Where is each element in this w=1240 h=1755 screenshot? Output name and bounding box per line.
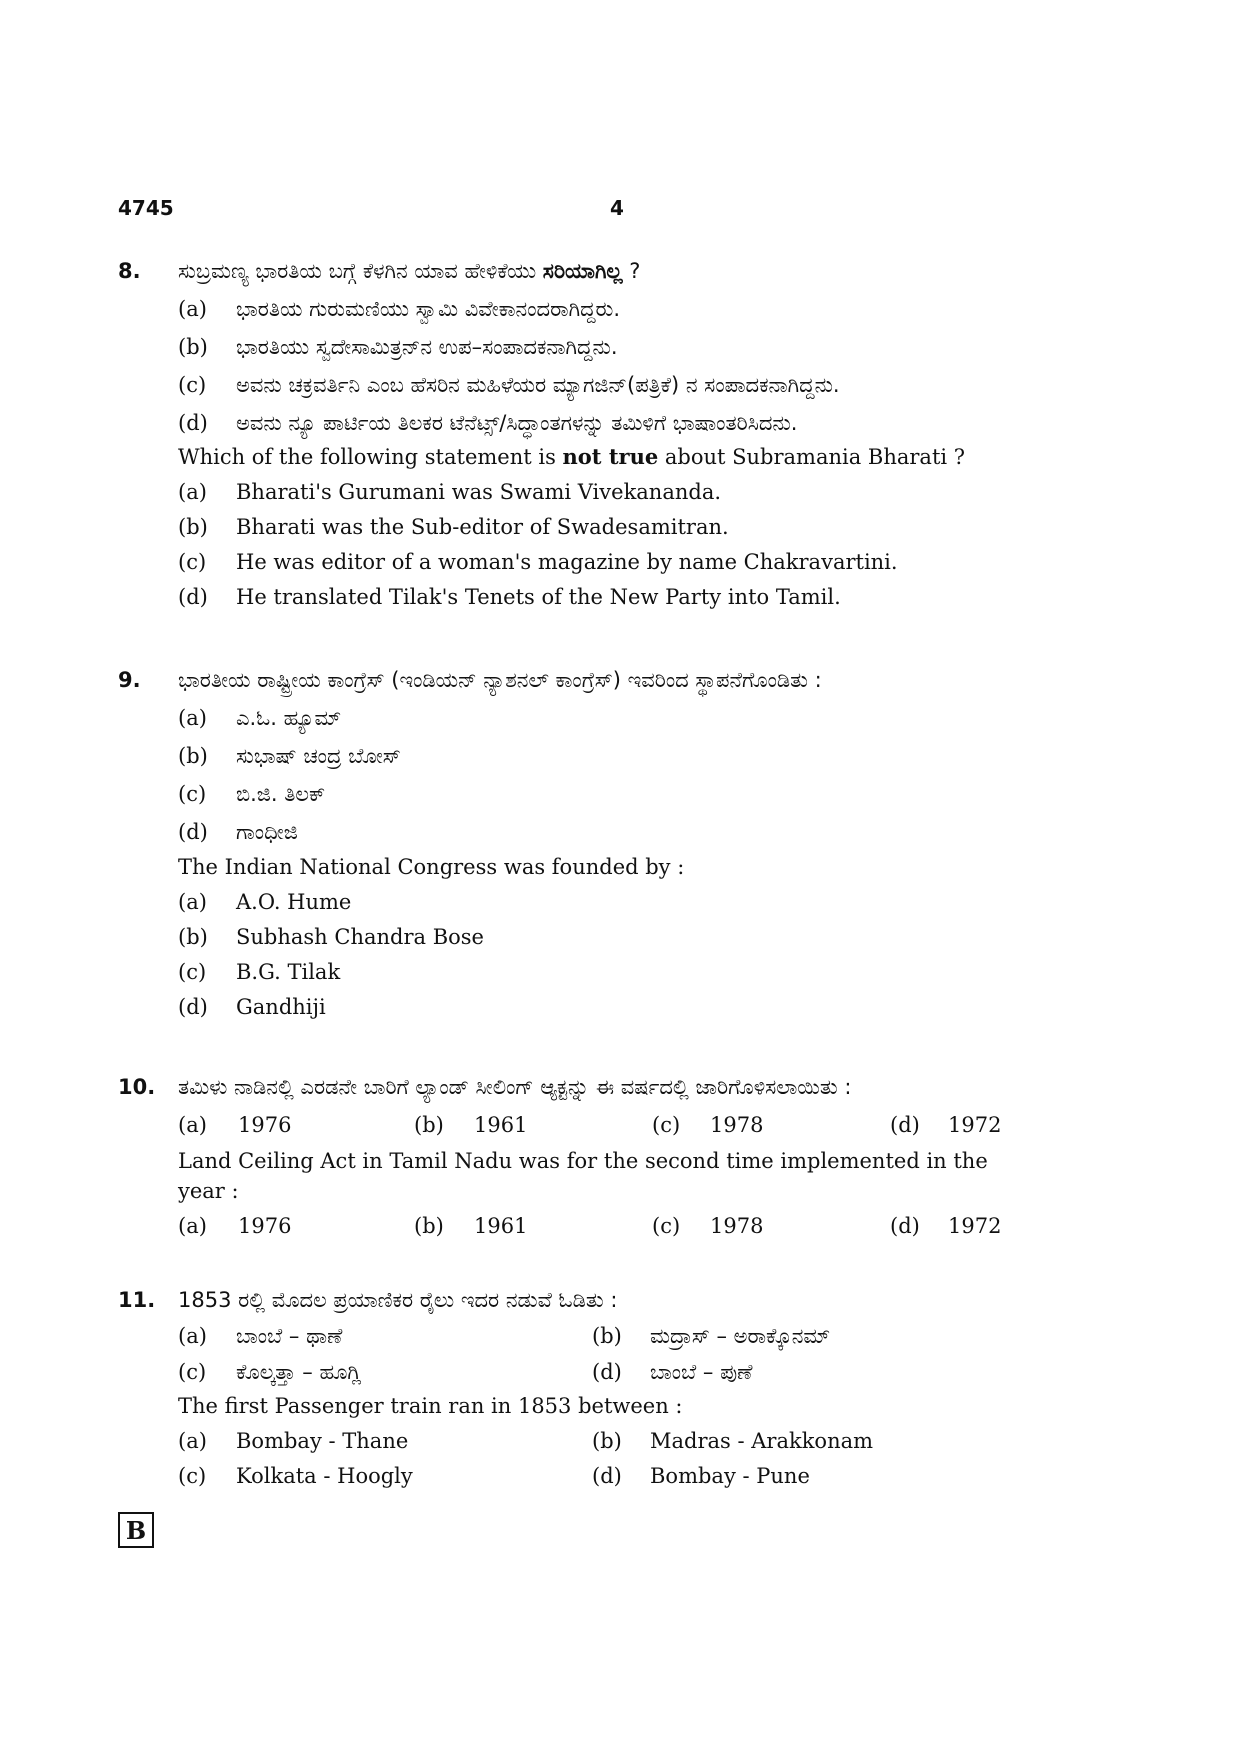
page-header [118, 196, 1068, 226]
booklet-series-badge: B [118, 1512, 154, 1548]
option-label: (b) [178, 744, 208, 768]
question-stem-kannada: ತಮಿಳು ನಾಡಿನಲ್ಲಿ ಎರಡನೇ ಬಾರಿಗೆ ಲ್ಯಾಂಡ್ ಸೀಲಿಂಗ್ ಆ್ಯಕ್ಟನ್ನು ಈ ವರ್ಷದಲ್ಲಿ ಜಾರಿಗೊಳಿಸಲಾಯಿತು : [178, 1075, 852, 1099]
option-text: 1961 [474, 1214, 528, 1238]
paper-code: 4745 [118, 196, 174, 220]
question-number: 11. [118, 1288, 156, 1312]
option-text: ಕೊಲ್ಕತ್ತಾ – ಹೂಗ್ಲಿ [236, 1360, 362, 1384]
option-label: (d) [178, 585, 208, 609]
option-label: (a) [178, 480, 207, 504]
option-text: Bombay - Pune [650, 1464, 810, 1488]
option-text: He was editor of a woman's magazine by name Chakravartini. [236, 550, 898, 574]
option-label: (b) [178, 335, 208, 359]
option-label: (c) [652, 1113, 681, 1137]
option-label: (b) [178, 515, 208, 539]
options-row-kannada-1 [118, 1321, 1078, 1351]
option-label: (a) [178, 297, 207, 321]
option-text: ಮದ್ರಾಸ್ – ಅರಾಕ್ಕೊನಮ್ [650, 1324, 831, 1348]
question-stem-english: Which of the following statement is not true about Subramania Bharati ? [178, 444, 966, 469]
option-label: (b) [592, 1429, 622, 1453]
option-text: ಅವನು ನ್ಯೂ ಪಾರ್ಟಿಯ ತಿಲಕರ ಟೆನೆಟ್ಸ್/ಸಿದ್ಧಾಂತಗಳನ್ನು ತಮಿಳಿಗೆ ಭಾಷಾಂತರಿಸಿದನು. [236, 411, 798, 435]
option-text: Bharati's Gurumani was Swami Vivekananda. [236, 480, 722, 504]
option-label: (c) [178, 782, 207, 806]
option-label: (b) [592, 1324, 622, 1348]
question-number: 10. [118, 1075, 156, 1099]
question-stem-kannada: ಭಾರತೀಯ ರಾಷ್ಟ್ರೀಯ ಕಾಂಗ್ರೆಸ್ (ಇಂಡಿಯನ್ ನ್ಯಾಶನಲ್ ಕಾಂಗ್ರೆಸ್) ಇವರಿಂದ ಸ್ಥಾಪನೆಗೊಂಡಿತು : [178, 668, 822, 692]
option-text: ಎ.ಓ. ಹ್ಯೂಮ್ [236, 706, 342, 730]
option-label: (d) [178, 820, 208, 844]
option-label: (c) [178, 373, 207, 397]
option-text: ಬಾಂಬೆ – ಪುಣೆ [650, 1360, 753, 1384]
option-text: ಬಿ.ಜಿ. ತಿಲಕ್ [236, 782, 326, 806]
option-label: (b) [414, 1113, 444, 1137]
option-label: (a) [178, 706, 207, 730]
option-text: 1978 [710, 1214, 764, 1238]
option-text: ಭಾರತಿಯ ಗುರುಮಣಿಯು ಸ್ವಾಮಿ ವಿವೇಕಾನಂದರಾಗಿದ್ದರು. [236, 297, 621, 321]
options-row-kannada-2 [118, 1357, 1078, 1387]
question-number: 9. [118, 668, 141, 692]
option-label: (a) [178, 890, 207, 914]
option-text: 1972 [948, 1113, 1002, 1137]
option-text: 1976 [238, 1214, 292, 1238]
option-text: Bombay - Thane [236, 1429, 409, 1453]
option-label: (d) [178, 995, 208, 1019]
options-row-english [118, 1211, 1078, 1241]
option-text: ಸುಭಾಷ್ ಚಂದ್ರ ಬೋಸ್ [236, 744, 401, 768]
option-label: (b) [178, 925, 208, 949]
option-label: (b) [414, 1214, 444, 1238]
option-text: ಬಾಂಬೆ – ಥಾಣೆ [236, 1324, 343, 1348]
page-number: 4 [610, 196, 624, 220]
option-text: ಗಾಂಧೀಜಿ [236, 820, 298, 844]
question-stem-kannada: ಸುಬ್ರಮಣ್ಯ ಭಾರತಿಯ ಬಗ್ಗೆ ಕೆಳಗಿನ ಯಾವ ಹೇಳಿಕೆಯು ಸರಿಯಾಗಿಲ್ಲ ? [178, 259, 641, 283]
option-label: (c) [178, 1360, 207, 1384]
option-text: ಅವನು ಚಕ್ರವರ್ತಿನಿ ಎಂಬ ಹೆಸರಿನ ಮಹಿಳೆಯರ ಮ್ಯಾಗಜಿನ್(ಪತ್ರಿಕೆ) ನ ಸಂಪಾದಕನಾಗಿದ್ದನು. [236, 373, 840, 397]
question-stem-english: Land Ceiling Act in Tamil Nadu was for the second time implemented in the [178, 1149, 988, 1173]
options-row-english-2 [118, 1461, 1078, 1491]
question-stem-kannada: 1853 ರಲ್ಲಿ ಮೊದಲ ಪ್ರಯಾಣಿಕರ ರೈಲು ಇದರ ನಡುವೆ ಓಡಿತು : [178, 1288, 618, 1312]
question-stem-english: The first Passenger train ran in 1853 between : [178, 1394, 683, 1418]
option-text: B.G. Tilak [236, 960, 341, 984]
options-row-kannada [118, 1110, 1078, 1140]
option-text: A.O. Hume [236, 890, 352, 914]
option-label: (c) [178, 960, 207, 984]
option-text: ಭಾರತಿಯು ಸ್ವದೇಸಾಮಿತ್ರನ್‌ನ ಉಪ–ಸಂಪಾದಕನಾಗಿದ್ದನು. [236, 335, 618, 359]
option-label: (c) [178, 550, 207, 574]
question-number: 8. [118, 259, 141, 283]
option-text: 1978 [710, 1113, 764, 1137]
option-label: (d) [178, 411, 208, 435]
question-stem-english-cont: year : [178, 1179, 239, 1203]
question-stem-english: The Indian National Congress was founded by : [178, 855, 685, 879]
option-text: 1972 [948, 1214, 1002, 1238]
option-text: Bharati was the Sub-editor of Swadesamitran. [236, 515, 729, 539]
option-label: (d) [890, 1214, 920, 1238]
option-text: He translated Tilak's Tenets of the New Party into Tamil. [236, 585, 841, 609]
option-text: Gandhiji [236, 995, 326, 1019]
option-text: 1976 [238, 1113, 292, 1137]
option-label: (c) [652, 1214, 681, 1238]
option-text: Madras - Arakkonam [650, 1429, 874, 1453]
option-label: (a) [178, 1113, 207, 1137]
options-row-english-1 [118, 1426, 1078, 1456]
option-label: (a) [178, 1429, 207, 1453]
option-label: (d) [890, 1113, 920, 1137]
option-label: (a) [178, 1324, 207, 1348]
option-label: (a) [178, 1214, 207, 1238]
option-text: Kolkata - Hoogly [236, 1464, 413, 1488]
option-label: (d) [592, 1464, 622, 1488]
option-text: 1961 [474, 1113, 528, 1137]
option-label: (c) [178, 1464, 207, 1488]
option-label: (d) [592, 1360, 622, 1384]
option-text: Subhash Chandra Bose [236, 925, 484, 949]
